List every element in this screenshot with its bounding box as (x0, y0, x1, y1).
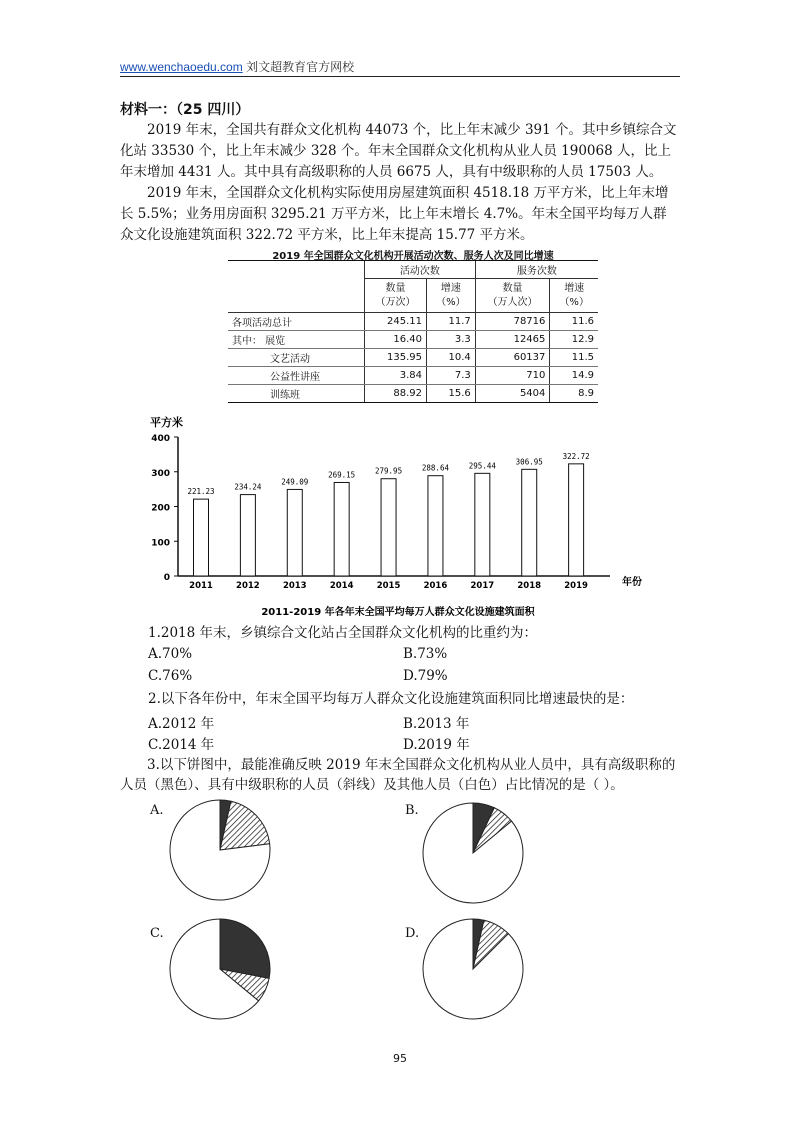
q1-option-b[interactable]: B.73% (403, 646, 448, 662)
bar (522, 469, 537, 576)
chart-title: 2011-2019 年各年末全国平均每万人群众文化设施建筑面积 (261, 607, 535, 618)
y-tick-label: 400 (151, 434, 170, 444)
paragraph-2: 2019 年末，全国群众文化机构实际使用房屋建筑面积 4518.18 万平方米，比上年末增长 5.5%；业务用房面积 3295.21 万平方米，比上年末增长 4.7%。年末全国平均每万人群众文化设施建筑面积 322.72 平方米，比上年末提高 15.77 平方米。 (120, 185, 669, 243)
question-2-stem: 2.以下各年份中，年末全国平均每万人群众文化设施建筑面积同比增速最快的是： (148, 691, 634, 707)
pie-b-label[interactable]: B. (405, 803, 419, 818)
question-1-stem: 1.2018 年末，乡镇综合文化站占全国群众文化机构的比重约为： (148, 625, 538, 641)
x-tick-label: 2017 (470, 581, 495, 591)
table-row: 训练班 88.92 15.6 5404 8.9 (228, 385, 598, 403)
bar-value-label: 221.23 (187, 487, 215, 497)
x-tick-label: 2011 (189, 581, 213, 591)
table-row: 各项活动总计 245.11 11.7 78716 11.6 (228, 313, 598, 331)
y-tick-label: 100 (151, 538, 170, 549)
bar (381, 479, 396, 576)
pie-d-label[interactable]: D. (405, 926, 420, 941)
bar (475, 473, 490, 576)
bar-value-label: 288.64 (421, 463, 449, 473)
q2-option-d[interactable]: D.2019 年 (403, 737, 470, 753)
y-tick-label: 200 (151, 503, 170, 514)
table-row: 文艺活动 135.95 10.4 60137 11.5 (228, 349, 598, 367)
bar (287, 489, 302, 576)
x-tick-label: 2015 (376, 581, 401, 591)
y-tick-label: 0 (163, 573, 170, 583)
x-tick-label: 2013 (282, 581, 307, 591)
bar-chart (140, 410, 660, 620)
bar-value-label: 269.15 (328, 470, 356, 480)
x-tick-label: 2018 (517, 581, 542, 591)
material-title: 材料一：（25 四川） (120, 102, 250, 118)
stats-table (228, 260, 598, 403)
org-name: 刘文超教育官方网校 (242, 60, 355, 74)
pie-chart-b[interactable] (421, 801, 525, 905)
pie-slice-white (423, 919, 523, 1019)
bar-value-label: 322.72 (562, 451, 590, 461)
table-caption: 2019 年全国群众文化机构开展活动次数、服务人次及同比增速 (272, 251, 554, 262)
pie-chart-c[interactable] (168, 917, 272, 1021)
col-header: 数量 （万次） (365, 279, 427, 313)
col-header: 增速 （%） (427, 279, 476, 313)
q1-option-c[interactable]: C.76% (148, 668, 193, 684)
x-tick-label: 2014 (329, 581, 354, 591)
bar (569, 464, 584, 576)
col-header: 数量 （万人次） (475, 279, 550, 313)
bar (428, 476, 443, 576)
pie-slice-black (220, 919, 270, 978)
x-tick-label: 2012 (236, 581, 260, 591)
bar-value-label: 249.09 (281, 477, 309, 487)
x-tick-label: 2016 (423, 581, 448, 591)
pie-chart-a[interactable] (168, 798, 272, 902)
page-number: 95 (393, 1052, 407, 1065)
site-link[interactable]: www.wenchaoedu.com (120, 60, 243, 74)
bar-value-label: 279.95 (375, 466, 403, 476)
q1-option-a[interactable]: A.70% (148, 646, 193, 662)
pie-a-label[interactable]: A. (150, 803, 164, 818)
paragraph-1: 2019 年末，全国共有群众文化机构 44073 个，比上年末减少 391 个。其中乡镇综合文化站 33530 个，比上年末减少 328 个。年末全国群众文化机构从业人员 190068 人，比上年末增加 4431 人。其中具有高级职称的人员 6675 人，具有中级职称的人员 17503 人。 (120, 122, 677, 180)
bar (194, 499, 209, 576)
q2-option-b[interactable]: B.2013 年 (403, 716, 470, 732)
table-row: 其中： 展览 16.40 3.3 12465 12.9 (228, 331, 598, 349)
group-header-activities: 活动次数 (365, 261, 476, 279)
group-header-services: 服务次数 (475, 261, 598, 279)
x-tick-label: 2019 (564, 581, 588, 591)
pie-c-label[interactable]: C. (150, 926, 164, 941)
bar (334, 482, 349, 576)
bar-value-label: 295.44 (468, 461, 496, 471)
question-3-stem: 3.以下饼图中，最能准确反映 2019 年末全国群众文化机构从业人员中，具有高级职称的人员（黑色）、具有中级职称的人员（斜线）及其他人员（白色）占比情况的是（ ）。 (120, 757, 676, 793)
col-header: 增速 （%） (550, 279, 598, 313)
pie-chart-d[interactable] (421, 917, 525, 1021)
bar-value-label: 234.24 (234, 482, 262, 492)
bar-value-label: 306.95 (515, 457, 543, 467)
y-tick-label: 300 (151, 468, 170, 479)
table-row: 公益性讲座 3.84 7.3 710 14.9 (228, 367, 598, 385)
q2-option-c[interactable]: C.2014 年 (148, 737, 215, 753)
chart-ylabel: 平方米 (150, 416, 183, 429)
bar (240, 495, 255, 576)
page-header (120, 58, 680, 77)
chart-xlabel: 年份 (622, 577, 642, 588)
q2-option-a[interactable]: A.2012 年 (148, 716, 215, 732)
q1-option-d[interactable]: D.79% (403, 668, 448, 684)
